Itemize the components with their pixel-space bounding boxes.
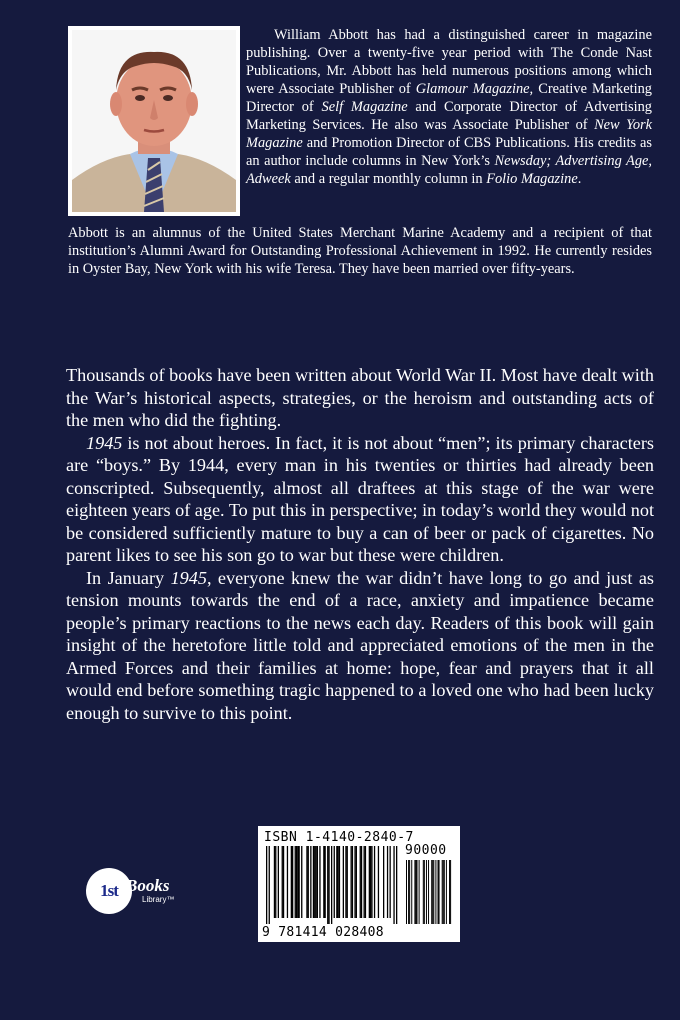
barcode-bar: [319, 846, 320, 918]
barcode-bar: [292, 846, 293, 918]
barcode-addon-bar: [415, 860, 416, 924]
barcode-addon-bar: [419, 860, 420, 924]
barcode-bar: [331, 846, 332, 924]
barcode-bar: [323, 846, 324, 918]
author-bio-paragraph: [246, 26, 652, 188]
barcode-bar: [390, 846, 391, 918]
barcode-bar: [274, 846, 275, 918]
publisher-logo-sub: Library™: [142, 895, 175, 904]
bio-text-run: William Abbott has had a distinguished career in magazine publishing. Over a twenty-five year period with The Conde Nast Publications, Mr. Abbott has held numerous positions among which were Associate Publisher of: [246, 27, 652, 97]
description-paragraph-2: [66, 432, 654, 567]
barcode-addon-bar: [409, 860, 410, 924]
barcode-bar: [347, 846, 348, 918]
barcode-bar: [297, 846, 298, 918]
barcode-bar: [378, 846, 379, 918]
barcode-addon-bar: [443, 860, 444, 924]
publication-title: Self Magazine: [321, 99, 408, 115]
barcode-bar: [360, 846, 361, 918]
barcode-bar: [296, 846, 297, 918]
barcode-bar: [345, 846, 346, 918]
price-code: 90000: [405, 843, 447, 858]
barcode-bar: [328, 846, 329, 924]
barcode-bar: [369, 846, 370, 918]
bio-text-run: and Corporate Director of Advertising Marketing Services. He also was Associate Publisher of: [246, 99, 652, 133]
barcode-addon-bar: [449, 860, 450, 924]
book-description: [66, 364, 654, 724]
bio-text-run: .: [577, 171, 582, 187]
bio-text-run: and Promotion Director of CBS Publications. His credits as an author include columns in New York’s: [246, 135, 652, 169]
barcode-addon-bar: [438, 860, 439, 924]
barcode-bar: [310, 846, 311, 918]
barcode-bar: [356, 846, 357, 918]
barcode-addon-bar: [446, 860, 447, 924]
barcode-bar: [313, 846, 314, 918]
barcode-bar: [370, 846, 371, 918]
barcode-addon-bar: [442, 860, 443, 924]
publication-title: Glamour Magazine,: [415, 81, 534, 97]
description-paragraph-3-lead: In January: [86, 567, 171, 588]
barcode-bar: [308, 846, 309, 918]
barcode-bar: [269, 846, 270, 924]
barcode-addon-bar: [432, 860, 433, 924]
description-paragraph-2-text: is not about heroes. In fact, it is not about “men”; its primary characters are “boys.” By 1944, every man in his twenties or thirties had already been conscripted. Subsequently, almost all draftees at this stage of the war were eighteen years of age. To put this in perspective; in today’s world they would not be considered sufficiently mature to buy a can of beer or pack of cigarettes. No parent likes to see his son go to war but these were children.: [66, 432, 654, 565]
barcode-bar: [365, 846, 366, 918]
barcode-bar: [351, 846, 352, 918]
book-title: 1945: [170, 567, 207, 588]
author-portrait-icon: [72, 30, 236, 212]
barcode-addon-bar: [408, 860, 409, 924]
publication-title: Folio Magazine: [486, 171, 578, 187]
ean-number: 9 781414 028408: [262, 925, 384, 940]
barcode-bar: [266, 846, 267, 924]
barcode-addon-bar: [431, 860, 432, 924]
barcode-bar: [371, 846, 372, 918]
barcode-addon-bar: [435, 860, 436, 924]
barcode-bar: [282, 846, 283, 918]
barcode-bar: [291, 846, 292, 918]
author-bio-paragraph-2: Abbott is an alumnus of the United States Merchant Marine Academy and a recipient of that institution’s Alumni Award for Outstanding Professional Achievement in 1992. He currently resides in Oyster Bay, New York with his wife Teresa. They have been married over fifty-years.: [68, 225, 652, 277]
barcode-bar: [361, 846, 362, 918]
barcode-bar: [315, 846, 316, 918]
barcode-addon-bar: [444, 860, 445, 924]
barcode-addon-bar: [406, 860, 407, 924]
description-paragraph-1: Thousands of books have been written about World War II. Most have dealt with the War’s historical aspects, strategies, or the heroism and outstanding acts of the men who did the fighting.: [66, 365, 654, 430]
barcode-addon-bar: [411, 860, 412, 924]
isbn-number: ISBN 1-4140-2840-7: [264, 830, 414, 845]
barcode-bar: [354, 846, 355, 918]
barcode-bar: [383, 846, 384, 918]
barcode-bar: [352, 846, 353, 918]
description-paragraph-3: [66, 567, 654, 725]
barcode-bar: [396, 846, 397, 924]
barcode-bar: [338, 846, 339, 918]
isbn-barcode: [258, 826, 460, 942]
barcode-addon-bar: [426, 860, 427, 924]
barcode-addon-bar: [424, 860, 425, 924]
barcode-bar: [343, 846, 344, 918]
barcode-bar: [374, 846, 375, 918]
barcode-bars-icon: [266, 846, 452, 926]
description-paragraph-3-text: , everyone knew the war didn’t have long to go and just as tension mounts towards the end of a race, anxiety and impatience became people’s primary reactions to the news each day. Readers of this book will gain insight of the heretofore little told and appreciated emotions of the men in the Armed Forces and their families at home: hope, fear and prayers that it all would end before something tragic happened to a loved one who had been lucky enough to survive to this point.: [66, 567, 654, 723]
barcode-addon-bar: [450, 860, 451, 924]
barcode-bar: [387, 846, 388, 918]
barcode-addon-bar: [439, 860, 440, 924]
bio-text-run: Creative Marketing Director of: [246, 81, 653, 115]
barcode-bar: [327, 846, 328, 924]
barcode-bar: [314, 846, 315, 918]
author-bio: [246, 26, 652, 188]
barcode-addon-bar: [428, 860, 429, 924]
publisher-logo-mark: 1st: [86, 868, 132, 914]
barcode-bar: [275, 846, 276, 918]
barcode-bar: [364, 846, 365, 918]
author-photo: [68, 26, 240, 216]
publication-title: Newsday; Advertising Age, Adweek: [246, 153, 652, 187]
book-title: 1945: [86, 432, 123, 453]
publisher-logo: [86, 864, 196, 914]
barcode-bar: [278, 846, 279, 918]
barcode-addon-bar: [417, 860, 418, 924]
barcode-addon-bar: [433, 860, 434, 924]
barcode-bar: [287, 846, 288, 918]
bio-text-run: and a regular monthly column in: [290, 171, 487, 187]
barcode-addon-bar: [414, 860, 415, 924]
barcode-bar: [339, 846, 340, 918]
barcode-bar: [336, 846, 337, 918]
barcode-bar: [317, 846, 318, 918]
barcode-bar: [306, 846, 307, 918]
barcode-bar: [283, 846, 284, 918]
publication-title: New York Magazine: [246, 117, 653, 151]
barcode-bar: [295, 846, 296, 918]
barcode-bar: [301, 846, 302, 918]
barcode-bar: [325, 846, 326, 918]
barcode-bar: [299, 846, 300, 918]
barcode-addon-bar: [423, 860, 424, 924]
publisher-logo-name: Books: [126, 876, 170, 895]
barcode-bar: [393, 846, 394, 924]
barcode-bar: [334, 846, 335, 918]
